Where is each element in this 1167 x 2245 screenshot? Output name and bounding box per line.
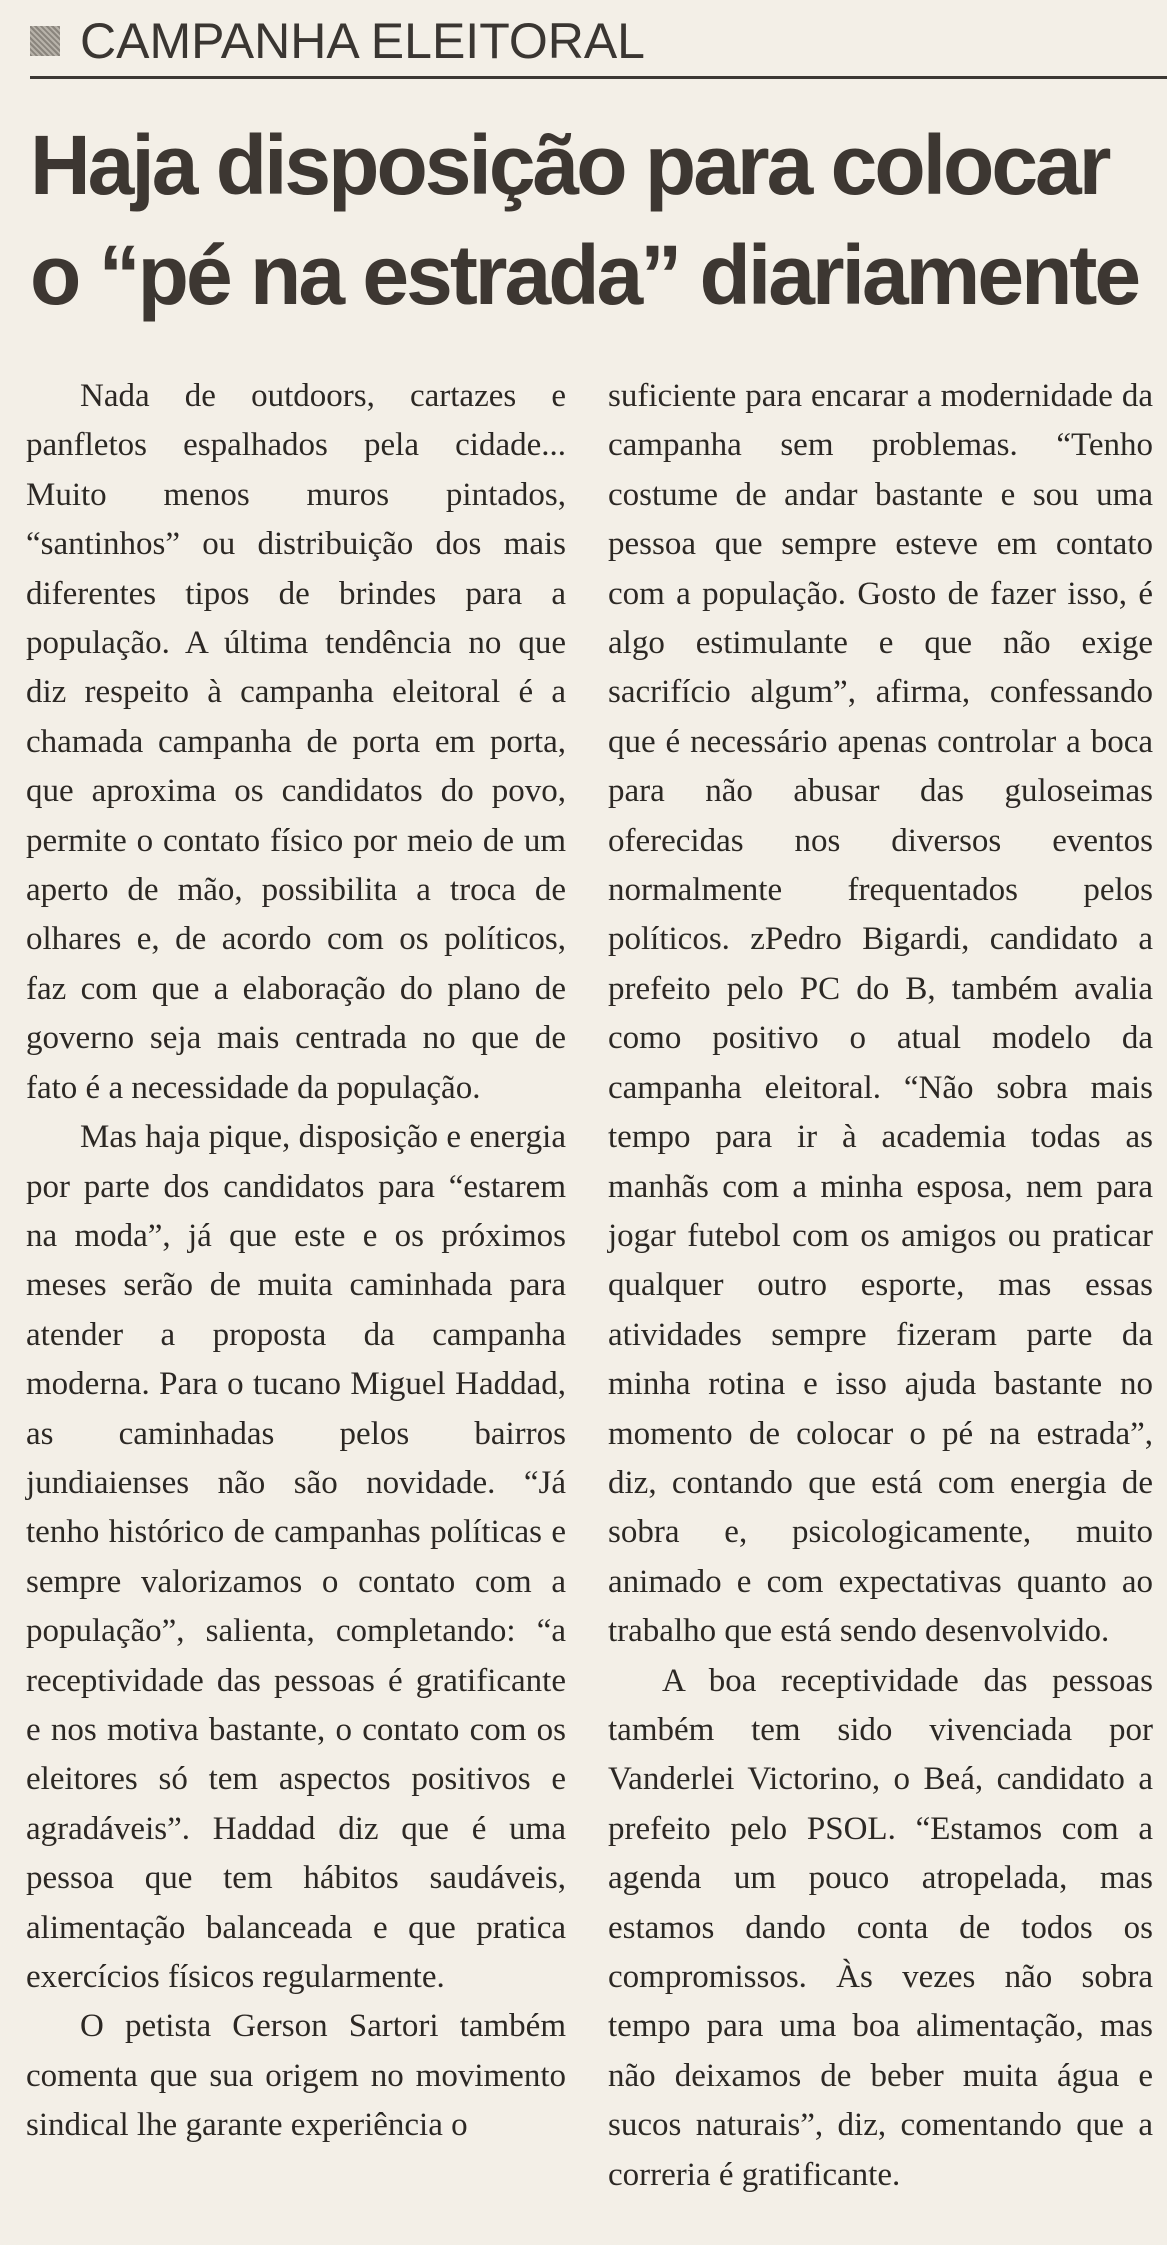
headline-line-1: Haja disposição para colocar bbox=[30, 118, 1109, 212]
article-paragraph: Nada de outdoors, cartazes e panfletos espalhados pela cidade... Muito menos muros pintados, “santinhos” ou distribuição dos mais diferentes tipos de brindes para a população. A última tendência no que diz respeito à campanha eleitoral é a chamada campanha de porta em porta, que aproxima os candidatos do povo, permite o contato físico por meio de um aperto de mão, possibilita a troca de olhares e, de acordo com os políticos, faz com que a elaboração do plano de governo seja mais centrada no que de fato é a necessidade da população. bbox=[26, 378, 566, 1106]
headline-line-2: o “pé na estrada” diariamente bbox=[30, 228, 1139, 322]
section-label: CAMPANHA ELEITORAL bbox=[80, 13, 645, 69]
article-column-left bbox=[26, 372, 566, 2151]
headline bbox=[30, 110, 1160, 330]
section-header bbox=[30, 8, 1167, 74]
article-paragraph: O petista Gerson Sartori também comenta que sua origem no movimento sindical lhe garante experiência o bbox=[26, 2008, 566, 2144]
article-paragraph: Mas haja pique, disposição e energia por parte dos candidatos para “estarem na moda”, já que este e os próximos meses serão de muita caminhada para atender a proposta da campanha moderna. Para o tucano Miguel Haddad, as caminhadas pelos bairros jundiaienses não são novidade. “Já tenho histórico de campanhas políticas e sempre valorizamos o contato com a população”, salienta, completando: “a receptividade das pessoas é gratificante e nos motiva bastante, o contato com os eleitores só tem aspectos positivos e agradáveis”. Haddad diz que é uma pessoa que tem hábitos saudáveis, alimentação balanceada e que pratica exercícios físicos regularmente. bbox=[26, 1119, 566, 1995]
article-column-right bbox=[608, 372, 1153, 2200]
article-paragraph: suficiente para encarar a modernidade da campanha sem problemas. “Tenho costume de andar bastante e sou uma pessoa que sempre esteve em contato com a população. Gosto de fazer isso, é algo estimulante e que não exige sacrifício algum”, afirma, confessando que é necessário apenas controlar a boca para não abusar das guloseimas oferecidas nos diversos eventos normalmente frequentados pelos políticos. zPedro Bigardi, candidato a prefeito pelo PC do B, também avalia como positivo o atual modelo da campanha eleitoral. “Não sobra mais tempo para ir à academia todas as manhãs com a minha esposa, nem para jogar futebol com os amigos ou praticar qualquer outro esporte, mas essas atividades sempre fizeram parte da minha rotina e isso ajuda bastante no momento de colocar o pé na estrada”, diz, contando que está com energia de sobra e, psicologicamente, muito animado e com expectativas quanto ao trabalho que está sendo desenvolvido. bbox=[608, 378, 1153, 1650]
header-divider bbox=[30, 76, 1167, 79]
section-marker-icon bbox=[30, 26, 60, 56]
article-paragraph: A boa receptividade das pessoas também tem sido vivenciada por Vanderlei Victorino, o Beá, candidato a prefeito pelo PSOL. “Estamos com a agenda um pouco atropelada, mas estamos dando conta de todos os compromissos. Às vezes não sobra tempo para uma boa alimentação, mas não deixamos de beber muita água e sucos naturais”, diz, comentando que a correria é gratificante. bbox=[608, 1662, 1153, 2193]
